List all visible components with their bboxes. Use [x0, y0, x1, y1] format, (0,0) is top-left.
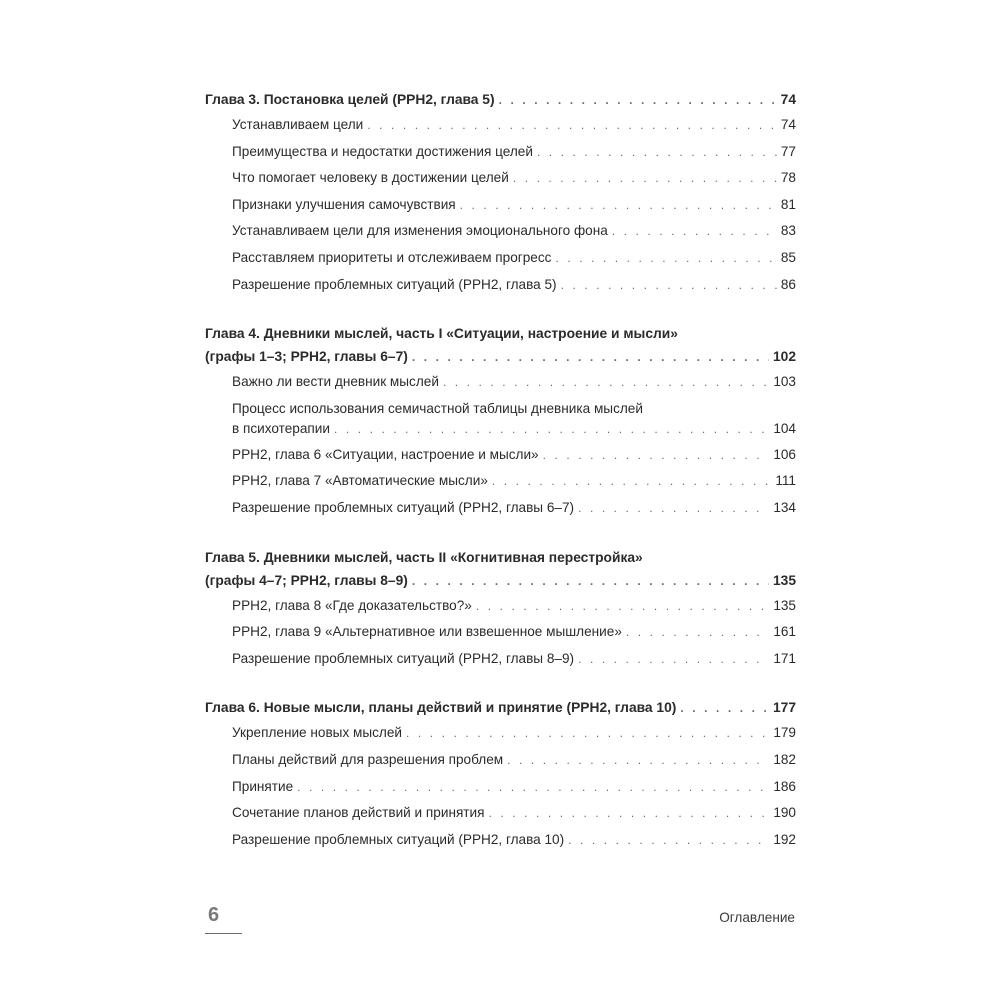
toc-entry — [205, 495, 796, 522]
dot-leader — [367, 112, 777, 139]
dot-leader — [578, 646, 769, 673]
entry-title: РРН2, глава 9 «Альтернативное или взвешенное мышление» — [232, 624, 622, 640]
dot-leader — [476, 593, 769, 620]
toc-entry — [205, 468, 796, 495]
entry-title: Разрешение проблемных ситуаций (РРН2, главы 8–9) — [232, 650, 575, 666]
dot-leader — [297, 774, 769, 801]
entry-title-line-2: в психотерапии — [232, 420, 330, 436]
chapter-page-number: 177 — [772, 700, 796, 716]
toc-entry — [205, 800, 796, 827]
chapter-4 — [205, 322, 796, 521]
chapter-page-number: 74 — [780, 92, 796, 107]
page-number-rule — [205, 933, 242, 934]
entry-page-number: 104 — [773, 420, 796, 436]
chapter-title-line-2-row — [205, 569, 796, 593]
entry-title: Принятие — [232, 778, 294, 794]
dot-leader — [460, 192, 777, 219]
entry-title: РРН2, глава 7 «Автоматические мысли» — [232, 473, 488, 489]
dot-leader — [492, 468, 771, 495]
chapter-page-number: 135 — [772, 572, 796, 588]
dot-leader — [680, 697, 769, 720]
chapter-page-number: 102 — [772, 349, 796, 365]
entry-title: РРН2, глава 6 «Ситуации, настроение и мысли» — [232, 446, 539, 462]
toc-entry — [205, 827, 796, 854]
chapter-title-line-2: (графы 4–7; РРН2, главы 8–9) — [205, 572, 408, 588]
dot-leader — [406, 720, 769, 747]
chapter-title-line-1: Глава 5. Дневники мыслей, часть II «Когнитивная перестройка» — [205, 549, 643, 565]
entry-page-number: 81 — [780, 196, 796, 212]
toc-entry — [205, 369, 796, 396]
chapter-title: Глава 3. Постановка целей (РРН2, глава 5) — [205, 92, 495, 107]
entry-page-number: 106 — [773, 446, 796, 462]
chapter-title-line-1: Глава 4. Дневники мыслей, часть I «Ситуации, настроение и мысли» — [205, 326, 678, 342]
entry-page-number: 192 — [773, 831, 796, 847]
dot-leader — [412, 346, 769, 369]
table-of-contents — [205, 88, 796, 877]
page-number: 6 — [208, 904, 220, 926]
entry-page-number: 111 — [775, 473, 796, 489]
dot-leader — [489, 800, 770, 827]
toc-entry — [205, 646, 796, 673]
toc-entry — [205, 747, 796, 774]
entry-title: Признаки улучшения самочувствия — [232, 196, 456, 212]
entry-page-number: 182 — [773, 751, 796, 767]
dot-leader — [612, 218, 777, 245]
dot-leader — [537, 139, 777, 166]
entry-page-number: 135 — [773, 597, 796, 613]
entry-page-number: 171 — [773, 650, 796, 666]
entry-page-number: 78 — [780, 170, 796, 186]
entry-title: Укрепление новых мыслей — [232, 725, 403, 741]
entry-page-number: 74 — [780, 117, 796, 132]
entry-page-number: 77 — [780, 143, 796, 159]
dot-leader — [443, 369, 769, 396]
dot-leader — [334, 419, 769, 439]
dot-leader — [499, 89, 777, 112]
entry-title-line-2-row — [232, 419, 796, 439]
entry-page-number: 86 — [780, 276, 796, 292]
entry-title: Устанавливаем цели — [232, 117, 364, 132]
chapter-3 — [205, 88, 796, 298]
entry-title: Сочетание планов действий и принятия — [232, 805, 485, 821]
chapter-title: Глава 6. Новые мысли, планы действий и принятие (РРН2, глава 10) — [205, 700, 677, 716]
dot-leader — [568, 827, 769, 854]
running-title: Оглавление — [719, 910, 795, 925]
entry-page-number: 85 — [780, 249, 796, 265]
toc-entry — [205, 245, 796, 272]
dot-leader — [555, 245, 776, 272]
toc-entry — [205, 272, 796, 299]
chapter-heading — [205, 322, 796, 369]
dot-leader — [412, 570, 769, 593]
toc-entry — [205, 442, 796, 469]
entry-page-number: 179 — [773, 725, 796, 741]
entry-title: Разрешение проблемных ситуаций (РРН2, глава 10) — [232, 831, 565, 847]
chapter-title-line-2-row — [205, 345, 796, 369]
toc-entry — [205, 399, 796, 439]
chapter-heading — [205, 546, 796, 593]
dot-leader — [626, 619, 769, 646]
entry-title: Разрешение проблемных ситуаций (РРН2, глава 5) — [232, 276, 557, 292]
entry-title: Важно ли вести дневник мыслей — [232, 374, 439, 390]
toc-entry — [205, 139, 796, 166]
entry-title: Устанавливаем цели для изменения эмоционального фона — [232, 223, 608, 239]
toc-entry — [205, 218, 796, 245]
chapter-6 — [205, 696, 796, 853]
toc-entry — [205, 619, 796, 646]
dot-leader — [561, 272, 777, 299]
entry-page-number: 190 — [773, 805, 796, 821]
entry-page-number: 161 — [773, 624, 796, 640]
entry-title: РРН2, глава 8 «Где доказательство?» — [232, 597, 472, 613]
chapter-heading — [205, 696, 796, 720]
entry-page-number: 186 — [773, 778, 796, 794]
chapter-title-line-2: (графы 1–3; РРН2, главы 6–7) — [205, 349, 408, 365]
chapter-heading — [205, 88, 796, 112]
dot-leader — [578, 495, 769, 522]
chapter-5 — [205, 546, 796, 673]
entry-title: Преимущества и недостатки достижения целей — [232, 143, 533, 159]
entry-title: Разрешение проблемных ситуаций (РРН2, главы 6–7) — [232, 499, 575, 515]
entry-title: Расставляем приоритеты и отслеживаем прогресс — [232, 249, 552, 265]
toc-entry — [205, 112, 796, 139]
entry-title: Что помогает человеку в достижении целей — [232, 170, 509, 186]
dot-leader — [513, 165, 777, 192]
toc-entry — [205, 165, 796, 192]
toc-entry — [205, 774, 796, 801]
entry-page-number: 103 — [773, 374, 796, 390]
entry-page-number: 134 — [773, 499, 796, 515]
entry-title: Планы действий для разрешения проблем — [232, 751, 504, 767]
dot-leader — [543, 442, 770, 469]
dot-leader — [507, 747, 769, 774]
entry-page-number: 83 — [780, 223, 796, 239]
toc-entry — [205, 192, 796, 219]
toc-entry — [205, 593, 796, 620]
entry-title-line-1: Процесс использования семичастной таблицы дневника мыслей — [232, 400, 643, 416]
toc-entry — [205, 720, 796, 747]
